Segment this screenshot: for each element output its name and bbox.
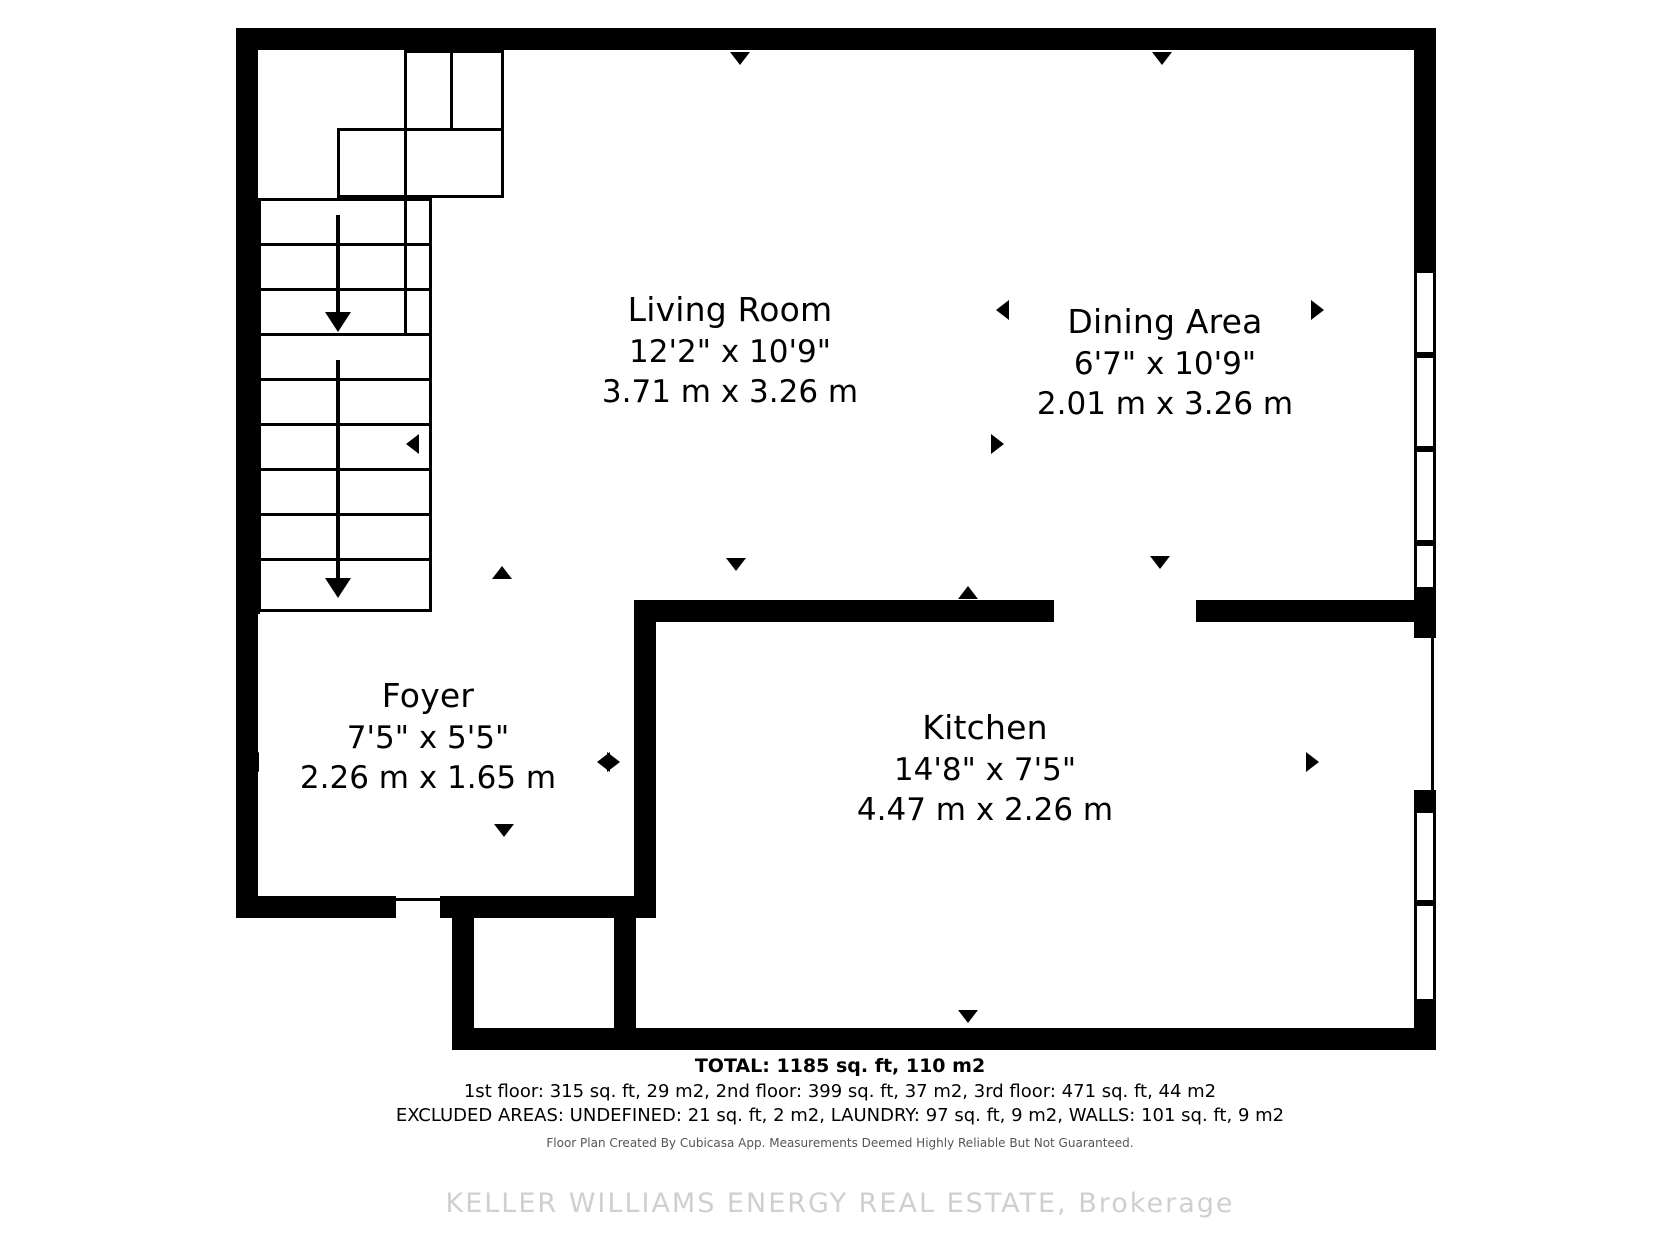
window-dining-mullion-2	[1414, 446, 1436, 452]
window-kitchen-mullion-1	[1414, 900, 1436, 906]
room-dim-imperial-living-room: 12'2" x 10'9"	[629, 333, 831, 370]
opening-marker-foyer-bottom	[494, 824, 514, 837]
room-dim-imperial-foyer: 7'5" x 5'5"	[346, 719, 510, 756]
room-label-dining-area	[1000, 300, 1330, 425]
window-kitchen-right	[1414, 810, 1436, 1002]
opening-marker-dining-bottom	[1150, 556, 1170, 569]
opening-marker-foyer-upper	[492, 566, 512, 579]
opening-marker-stair-right	[406, 434, 419, 454]
stair-riser-4	[258, 378, 432, 381]
wall-interior-dining-kitchen	[1196, 600, 1436, 622]
wall-thin-foyer-bottom	[258, 898, 440, 901]
wall-entry-top	[440, 896, 636, 918]
wall-thin-left-opening	[244, 588, 247, 612]
wall-exterior-right-mid2	[1414, 790, 1436, 812]
wall-exterior-left	[236, 28, 258, 588]
wall-interior-living-kitchen	[634, 600, 656, 918]
stair-arrow-shaft-upper	[336, 215, 340, 315]
opening-marker-kitchen-bottom	[958, 1010, 978, 1023]
opening-marker-living-top	[730, 52, 750, 65]
wall-exterior-top	[236, 28, 1436, 50]
stair-riser-7	[258, 513, 432, 516]
opening-marker-kitchen-right	[1306, 752, 1319, 772]
wall-exterior-bottom	[452, 1028, 1436, 1050]
opening-marker-foyer-kitchen-b	[607, 752, 620, 772]
area-summary-footer	[0, 1055, 1680, 1150]
room-name-dining-area: Dining Area	[1067, 302, 1263, 341]
window-dining-mullion-1	[1414, 352, 1436, 358]
footer-disclaimer: Floor Plan Created By Cubicasa App. Measurements Deemed Highly Reliable But Not Guaranteed.	[546, 1136, 1134, 1150]
wall-thin-right-opening	[1431, 638, 1434, 790]
room-name-foyer: Foyer	[381, 676, 475, 715]
opening-marker-kitchen-top-inner	[958, 586, 978, 599]
opening-marker-foyer-entry-left	[246, 752, 259, 772]
room-name-living-room: Living Room	[627, 290, 833, 329]
room-dim-metric-living-room: 3.71 m x 3.26 m	[601, 374, 859, 411]
room-dim-imperial-dining-area: 6'7" x 10'9"	[1073, 345, 1257, 382]
wall-entry-left	[452, 896, 474, 1050]
stair-riser-5	[258, 423, 432, 426]
room-label-living-room	[560, 288, 900, 413]
room-label-kitchen	[810, 706, 1160, 831]
room-dim-imperial-kitchen: 14'8" x 7'5"	[893, 751, 1077, 788]
footer-excluded-areas: EXCLUDED AREAS: UNDEFINED: 21 sq. ft, 2 m2, LAUNDRY: 97 sq. ft, 9 m2, WALLS: 101 sq. ft, 9 m2	[395, 1105, 1285, 1126]
window-dining-mullion-3	[1414, 540, 1436, 546]
room-dim-metric-kitchen: 4.47 m x 2.26 m	[856, 792, 1114, 829]
room-dim-metric-dining-area: 2.01 m x 3.26 m	[1036, 386, 1294, 423]
stair-arrow-head-lower	[325, 578, 351, 598]
opening-marker-dining-left-lower	[991, 434, 1004, 454]
stair-riser-line-b	[404, 128, 407, 198]
room-dim-metric-foyer: 2.26 m x 1.65 m	[299, 760, 557, 797]
stair-landing-mid	[337, 128, 504, 198]
stair-stringer	[404, 198, 407, 336]
wall-exterior-right-upper	[1414, 28, 1436, 270]
footer-floor-breakdown: 1st floor: 315 sq. ft, 29 m2, 2nd floor: 399 sq. ft, 37 m2, 3rd floor: 471 sq. ft, 44 m2	[463, 1081, 1217, 1102]
room-name-kitchen: Kitchen	[922, 708, 1048, 747]
footer-total-area: TOTAL: 1185 sq. ft, 110 m2	[694, 1055, 986, 1077]
stair-arrow-head-upper	[325, 312, 351, 332]
stair-arrow-shaft-lower	[336, 360, 340, 582]
room-label-foyer	[272, 674, 584, 799]
opening-marker-dining-top	[1152, 52, 1172, 65]
stair-riser-6	[258, 468, 432, 471]
brokerage-watermark: KELLER WILLIAMS ENERGY REAL ESTATE, Brokerage	[445, 1188, 1235, 1219]
stair-riser-8	[258, 558, 432, 561]
opening-marker-kitchen-top	[726, 558, 746, 571]
wall-interior-living-kitchen-top	[634, 600, 1054, 622]
wall-thin-foyer-top	[258, 612, 260, 614]
